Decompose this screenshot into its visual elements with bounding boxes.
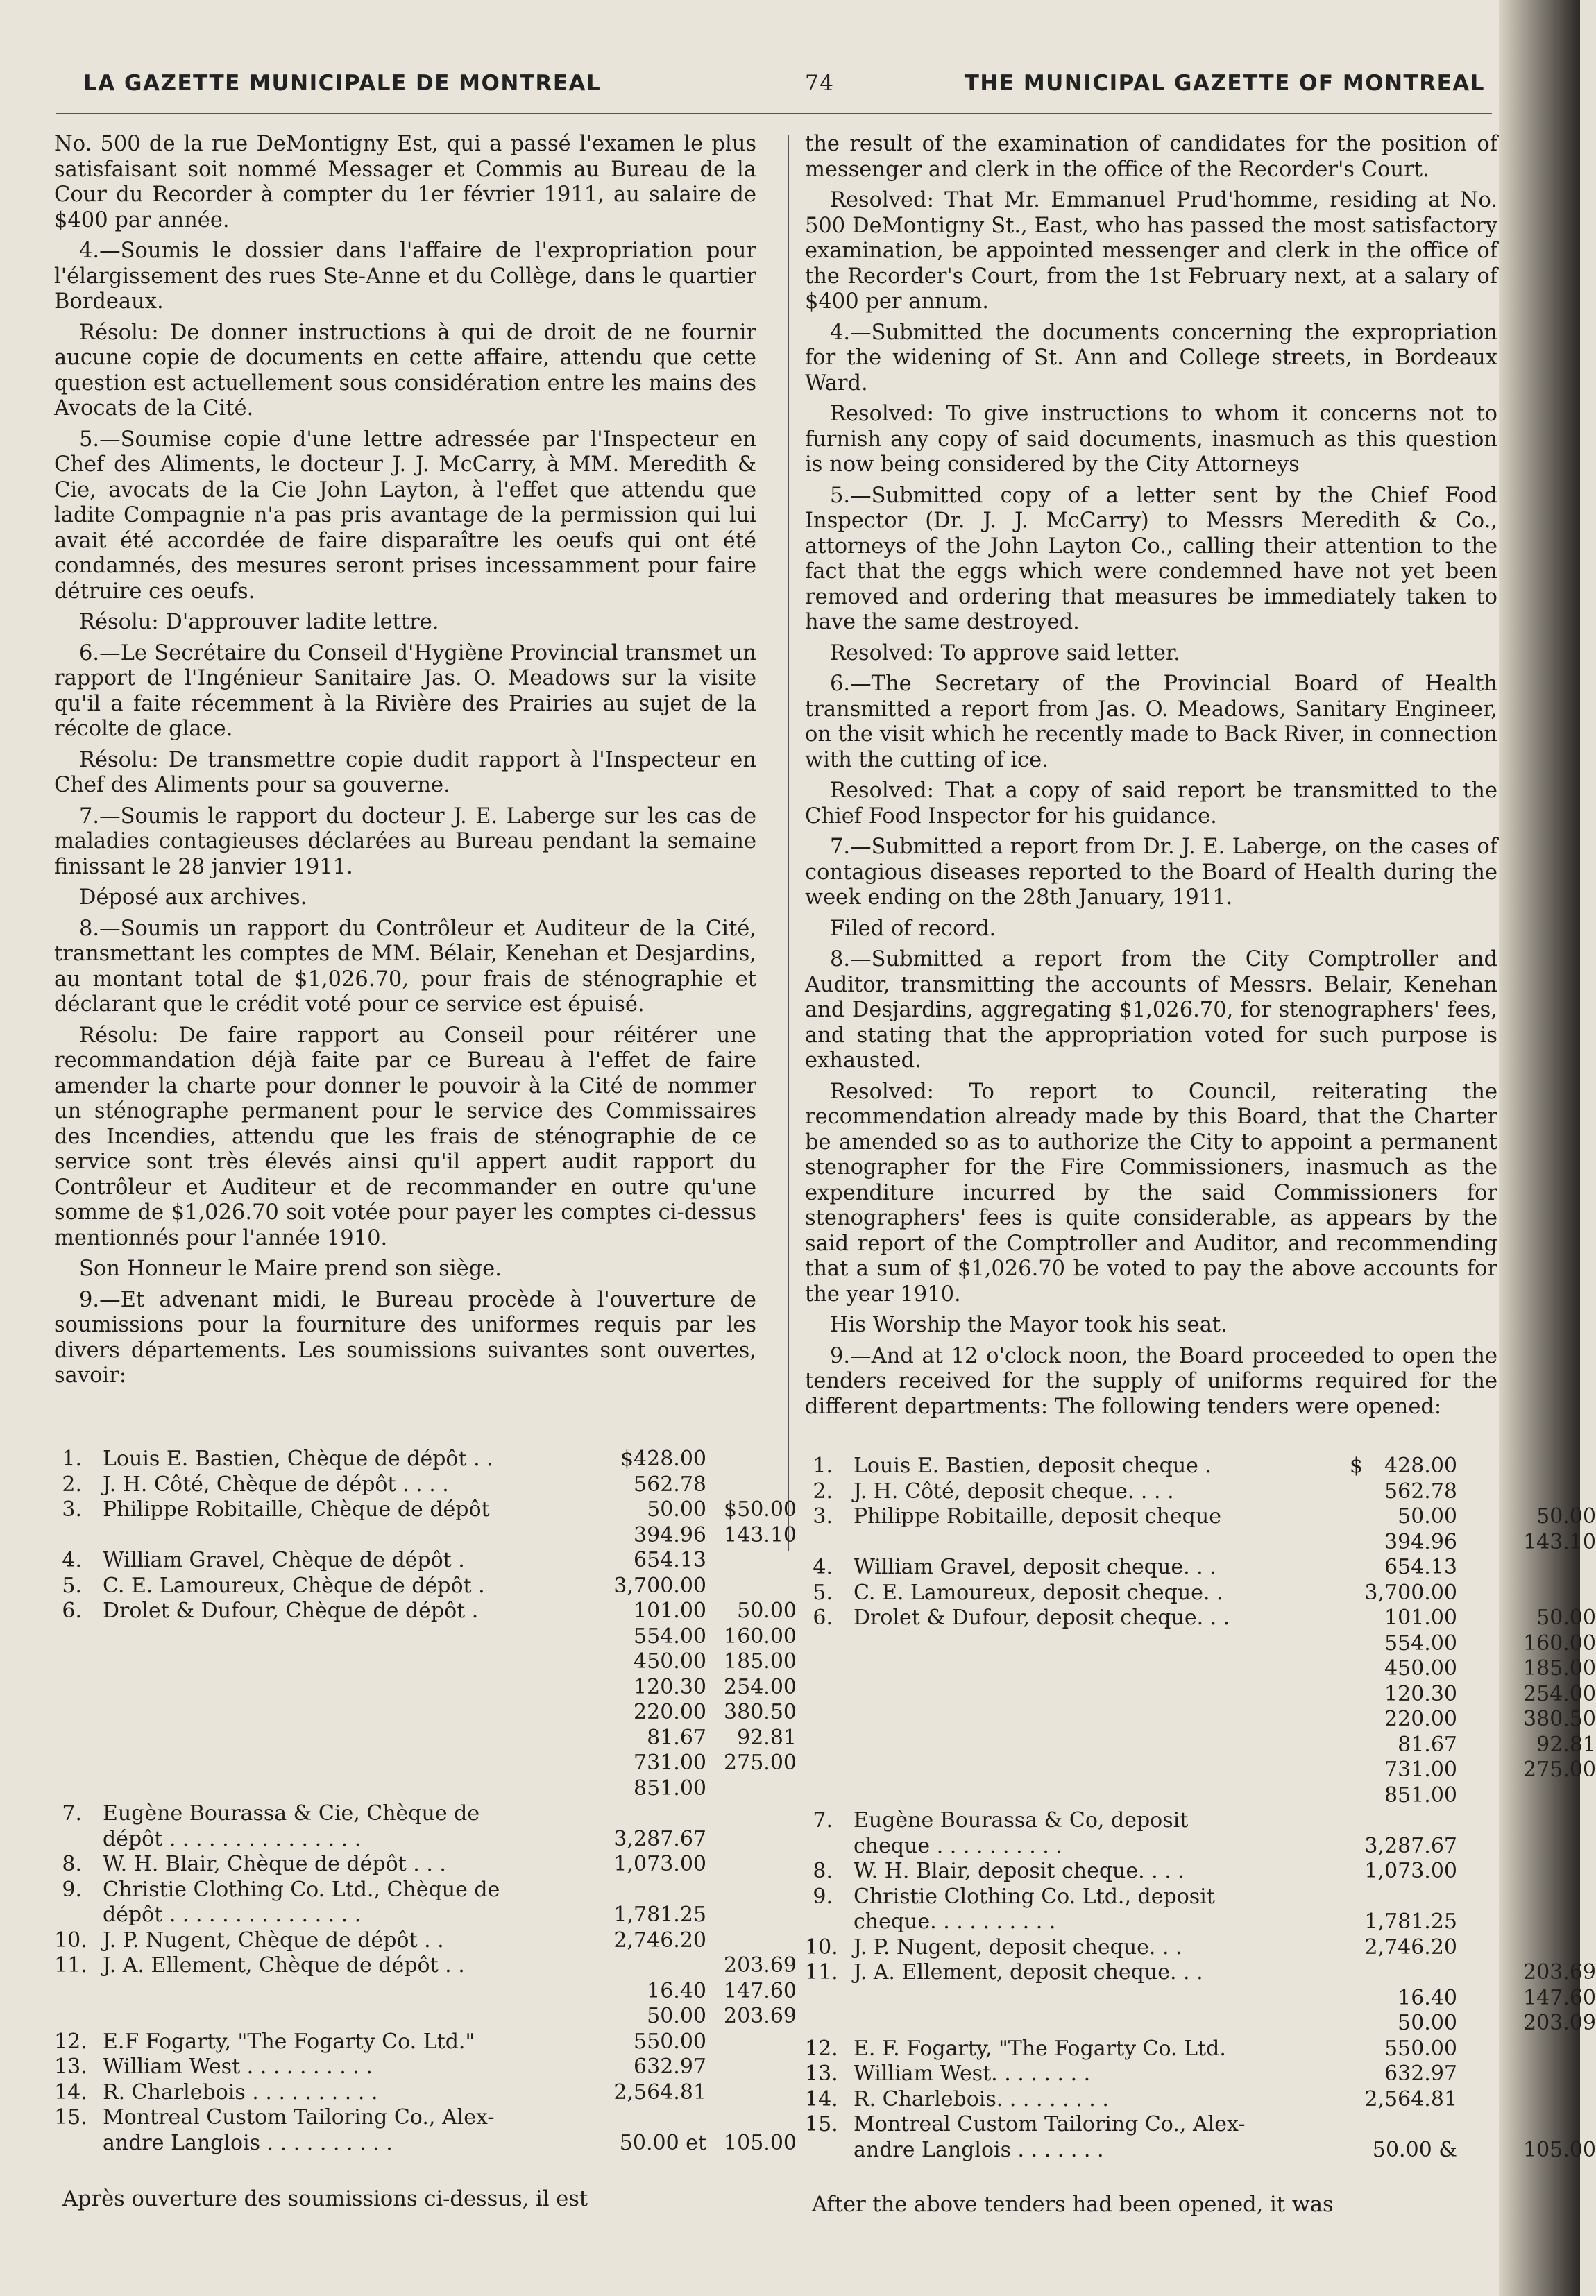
tender-amount-secondary: 254.00 xyxy=(724,1674,797,1699)
french-column xyxy=(54,132,756,1395)
tender-amount: 3,287.67 xyxy=(1364,1833,1457,1858)
tender-amount-secondary: 50.00 xyxy=(1536,1504,1596,1529)
tender-number: 3. xyxy=(62,1497,82,1522)
tender-row xyxy=(805,2087,1499,2113)
tender-amount-secondary: 160.00 xyxy=(724,1624,797,1649)
french-tenders-table xyxy=(54,1447,797,2156)
tender-row xyxy=(54,1978,797,2005)
tender-row xyxy=(54,1953,797,1979)
tender-number: 9. xyxy=(62,1877,82,1902)
tender-name: J. P. Nugent, Chèque de dépôt . . xyxy=(103,1928,444,1953)
tender-name: R. Charlebois. . . . . . . . . xyxy=(854,2086,1109,2111)
tender-amount: 50.00 xyxy=(1398,2011,1457,2035)
column-divider xyxy=(788,135,789,1551)
tender-amount: 16.40 xyxy=(1398,1985,1457,2010)
header-french-title: LA GAZETTE MUNICIPALE DE MONTREAL xyxy=(83,71,602,96)
tender-name: E. F. Fogarty, "The Fogarty Co. Ltd. xyxy=(854,2036,1226,2061)
tender-number: 13. xyxy=(805,2061,838,2086)
tender-row xyxy=(54,1776,762,1802)
tender-row xyxy=(54,1725,797,1751)
tender-amount: 851.00 xyxy=(1384,1783,1457,1808)
tender-row xyxy=(54,2030,762,2055)
tender-number: 11. xyxy=(805,1960,838,1984)
paragraph: 6.—The Secretary of the Provincial Board of Health transmitted a report from Jas. O. Meadows, Sanitary Engineer, on the visit which he recently made to Back River, in connection with the cutting of ice. xyxy=(805,672,1497,772)
tender-row xyxy=(805,1529,1596,1556)
tender-name: Louis E. Bastien, deposit cheque . xyxy=(854,1454,1212,1478)
tender-name: W. H. Blair, Chèque de dépôt . . . xyxy=(103,1852,446,1876)
tender-amount-secondary: 203.09 xyxy=(1523,2011,1596,2035)
paragraph: 6.—Le Secrétaire du Conseil d'Hygiène Provincial transmet un rapport de l'Ingénieur Sanitaire Jas. O. Meadows sur la visite qu'il a faite récemment à la Rivière des Prairies au sujet de la récolte de glace. xyxy=(54,640,756,741)
tender-amount: 50.00 xyxy=(1398,1504,1457,1529)
tender-row xyxy=(54,1522,797,1549)
tender-amount: 1,781.25 xyxy=(1364,1910,1457,1934)
tender-row xyxy=(54,1624,797,1650)
header-english-title: THE MUNICIPAL GAZETTE OF MONTREAL xyxy=(964,71,1485,96)
tender-row xyxy=(805,1479,1499,1505)
tender-name: Christie Clothing Co. Ltd., deposit xyxy=(854,1884,1215,1909)
paragraph: Résolu: De faire rapport au Conseil pour réitérer une recommandation déjà faite par ce Bureau à l'effet de faire amender la charte pour donner le pouvoir à la Cité de nommer un sténographe permanent pour le service des Commissaires des Incendies, attendu que les frais de sténographie de ce service sont très élevés ainsi qu'il appert audit rapport du Contrôleur et Auditeur et de recommander en outre qu'une somme de $1,026.70 soit votée pour payer les comptes ci-dessus mentionnés pour l'année 1910. xyxy=(54,1023,756,1250)
tender-amount: 632.97 xyxy=(634,2055,706,2079)
tender-row xyxy=(805,1681,1596,1708)
tender-amount: 50.00 et xyxy=(619,2130,706,2155)
tender-row xyxy=(805,1783,1499,1809)
tender-row xyxy=(54,1751,797,1776)
tender-row xyxy=(54,1548,762,1574)
tender-name: C. E. Lamoureux, deposit cheque. . xyxy=(854,1580,1223,1605)
tender-amount: 3,700.00 xyxy=(1364,1580,1457,1605)
tender-number: 7. xyxy=(813,1808,833,1832)
tender-amount: 2,564.81 xyxy=(1364,2086,1457,2111)
tender-number: 10. xyxy=(805,1934,838,1959)
tender-number: 14. xyxy=(805,2086,838,2111)
tender-row xyxy=(54,1801,762,1827)
header-rule xyxy=(56,113,1492,114)
tender-amount-secondary: 92.81 xyxy=(737,1725,797,1750)
page-number: 74 xyxy=(805,71,835,96)
tender-amount-secondary: 143.10 xyxy=(724,1522,797,1547)
tender-amount: 220.00 xyxy=(634,1700,706,1724)
tender-amount: 550.00 xyxy=(634,2029,706,2054)
tender-amount: 81.67 xyxy=(1398,1732,1457,1757)
tender-amount-secondary: 160.00 xyxy=(1523,1631,1596,1656)
tender-name: cheque. . . . . . . . . . xyxy=(854,1910,1056,1934)
paragraph: 5.—Soumise copie d'une lettre adressée par l'Inspecteur en Chef des Aliments, le docteur J. J. McCarry, à MM. Meredith & Cie, avocats de la Cie John Layton, à l'effet que attendu que ladite Compagnie n'a pas pris avantage de la permission qui lui avait été accordée de faire disparaître les oeufs qui ont été condamnés, des mesures seront prises incessamment pour faire détruire ces oeufs. xyxy=(54,427,756,604)
tender-amount: 554.00 xyxy=(634,1624,706,1649)
paragraph: the result of the examination of candidates for the position of messenger and clerk in the office of the Recorder's Court. xyxy=(805,132,1497,182)
tender-amount-secondary: 203.69 xyxy=(1523,1960,1596,1984)
tender-row xyxy=(54,1852,762,1878)
tender-row xyxy=(54,1827,762,1853)
tender-row xyxy=(805,1985,1596,2012)
tender-number: 3. xyxy=(813,1504,833,1529)
tender-amount: 428.00 xyxy=(1384,1454,1457,1478)
tender-row xyxy=(805,2112,1499,2138)
tender-number: 12. xyxy=(805,2036,838,2061)
tender-row xyxy=(805,1606,1596,1631)
tender-row xyxy=(805,1581,1499,1606)
tender-number: 1. xyxy=(62,1447,82,1471)
tender-name: C. E. Lamoureux, Chèque de dépôt . xyxy=(103,1573,485,1598)
tender-amount: $428.00 xyxy=(620,1447,706,1471)
paragraph: Resolved: That a copy of said report be transmitted to the Chief Food Inspector for his guidance. xyxy=(805,779,1497,828)
tender-amount-secondary: 50.00 xyxy=(737,1599,797,1623)
tender-name: Montreal Custom Tailoring Co., Alex- xyxy=(103,2105,495,2129)
tender-amount-secondary: 147.60 xyxy=(1523,1985,1596,2010)
tender-row xyxy=(54,1599,797,1624)
tender-amount-secondary: 185.00 xyxy=(1523,1656,1596,1681)
tender-name: dépôt . . . . . . . . . . . . . . . xyxy=(103,1826,362,1851)
tender-number: 15. xyxy=(805,2112,838,2136)
tender-number: 10. xyxy=(54,1928,87,1953)
tender-row xyxy=(54,1649,797,1675)
tender-row xyxy=(54,2055,762,2080)
tender-amount: 562.78 xyxy=(1384,1479,1457,1504)
tender-row xyxy=(805,2036,1499,2062)
paragraph: 9.—Et advenant midi, le Bureau procède à l'ouverture de soumissions pour la fourniture des uniformes requis par les divers départements. Les soumissions suivantes sont ouvertes, savoir: xyxy=(54,1287,756,1388)
tender-row xyxy=(805,2011,1596,2036)
tender-amount-secondary: 203.69 xyxy=(724,2004,797,2028)
tender-name: William Gravel, deposit cheque. . . xyxy=(854,1555,1216,1579)
tender-amount-secondary: 143.10 xyxy=(1523,1529,1596,1554)
tender-name: andre Langlois . . . . . . . . . . xyxy=(103,2130,393,2155)
tender-amount-secondary: 275.00 xyxy=(1523,1758,1596,1782)
tender-name: J. H. Côté, deposit cheque. . . . xyxy=(854,1479,1174,1504)
paragraph: 7.—Soumis le rapport du docteur J. E. Laberge sur les cas de maladies contagieuses déclarées au Bureau pendant la semaine finissant le 28 janvier 1911. xyxy=(54,803,756,879)
tender-number: 8. xyxy=(62,1852,82,1876)
english-tenders-table xyxy=(805,1454,1596,2163)
tender-amount: 2,746.20 xyxy=(613,1928,706,1953)
tender-amount: 50.00 xyxy=(647,1497,706,1522)
paragraph: Son Honneur le Maire prend son siège. xyxy=(79,1257,502,1281)
tender-row xyxy=(54,1878,762,1903)
tender-amount: 3,700.00 xyxy=(613,1573,706,1598)
tender-name: cheque . . . . . . . . . . xyxy=(854,1833,1062,1858)
tender-number: 2. xyxy=(62,1472,82,1497)
tender-amount: 550.00 xyxy=(1384,2036,1457,2061)
tender-amount-secondary: 380.50 xyxy=(1523,1707,1596,1731)
tender-row xyxy=(805,2061,1499,2087)
tender-name: Drolet & Dufour, Chèque de dépôt . xyxy=(103,1599,479,1623)
english-column xyxy=(805,132,1497,1425)
tender-row xyxy=(54,1447,762,1472)
tender-number: 8. xyxy=(813,1859,833,1883)
paragraph: Résolu: De transmettre copie dudit rapport à l'Inspecteur en Chef des Aliments pour sa gouverne. xyxy=(54,747,756,797)
tender-name: Philippe Robitaille, deposit cheque xyxy=(854,1504,1221,1529)
tender-name: William Gravel, Chèque de dépôt . xyxy=(103,1548,465,1572)
paragraph: 5.—Submitted copy of a letter sent by the Chief Food Inspector (Dr. J. J. McCarry) to Messrs Meredith & Co., attorneys of the John Layton Co., calling their attention to the fact that the eggs which were condemned have not yet been removed and ordering that measures be immediately taken to have the same destroyed. xyxy=(805,483,1497,634)
tender-number: 13. xyxy=(54,2055,87,2079)
tender-number: 1. xyxy=(813,1454,833,1478)
tender-amount: 731.00 xyxy=(634,1751,706,1775)
tender-amount-secondary: 380.50 xyxy=(724,1700,797,1724)
tender-name: William West. . . . . . . . xyxy=(854,2061,1091,2086)
tender-amount: 851.00 xyxy=(634,1776,706,1801)
tender-name: W. H. Blair, deposit cheque. . . . xyxy=(854,1859,1185,1883)
tender-amount-secondary: 92.81 xyxy=(1536,1732,1596,1757)
tender-amount: 394.96 xyxy=(634,1522,706,1547)
tender-row xyxy=(54,1472,762,1498)
paragraph: Résolu: De donner instructions à qui de droit de ne fournir aucune copie de documents en cette affaire, attendu que cette question est actuellement sous considération entre les mains des Avocats de la Cité. xyxy=(54,320,756,420)
tender-number: 4. xyxy=(813,1555,833,1579)
tender-name: Philippe Robitaille, Chèque de dépôt xyxy=(103,1497,490,1522)
tender-row xyxy=(805,1935,1499,1961)
tender-amount-secondary: 254.00 xyxy=(1523,1681,1596,1706)
page-header xyxy=(56,64,1492,112)
tender-name: J. P. Nugent, deposit cheque. . . xyxy=(854,1934,1182,1959)
tender-number: 5. xyxy=(813,1580,833,1605)
tender-number: 4. xyxy=(62,1548,82,1572)
tender-name: William West . . . . . . . . . . xyxy=(103,2055,373,2079)
paragraph: 4.—Soumis le dossier dans l'affaire de l'expropriation pour l'élargissement des rues Ste-Anne et du Collège, dans le quartier Bordeaux. xyxy=(54,239,756,314)
tender-number: 5. xyxy=(62,1573,82,1598)
tender-row xyxy=(54,1674,797,1701)
tender-row xyxy=(54,1903,762,1928)
tender-amount: 450.00 xyxy=(1384,1656,1457,1681)
tender-amount: 562.78 xyxy=(634,1472,706,1497)
tender-number: 7. xyxy=(62,1801,82,1826)
tender-name: dépôt . . . . . . . . . . . . . . . xyxy=(103,1903,362,1927)
tender-amount: 50.00 xyxy=(647,2004,706,2028)
tender-row xyxy=(54,2004,797,2030)
tender-amount: 120.30 xyxy=(634,1674,706,1699)
tender-row xyxy=(805,1631,1596,1657)
tender-name: R. Charlebois . . . . . . . . . . xyxy=(103,2080,378,2104)
tender-name: J. A. Ellement, Chèque de dépôt . . xyxy=(103,1953,465,1978)
tender-amount-secondary: 50.00 xyxy=(1536,1606,1596,1630)
tender-amount: 101.00 xyxy=(634,1599,706,1623)
paragraph: Resolved: That Mr. Emmanuel Prud'homme, residing at No. 500 DeMontigny St., East, who has passed the most satisfactory examination, be appointed messenger and clerk in the office of the Recorder's Court, from the 1st February next, at a salary of $400 per annum. xyxy=(805,188,1497,314)
tender-amount: 101.00 xyxy=(1384,1606,1457,1630)
tender-row xyxy=(805,1732,1596,1758)
tender-amount: 50.00 & xyxy=(1372,2137,1457,2162)
tender-row xyxy=(805,1707,1596,1733)
paragraph: Resolved: To report to Council, reiterating the recommendation already made by this Board, that the Charter be amended so as to authorize the City to appoint a permanent stenographer for the Fire Commissioners, inasmuch as the expenditure incurred by the said Commissioners for stenographers' fees is quite considerable, as appears by the said report of the Comptroller and Auditor, and recommending that a sum of $1,026.70 be voted to pay the above accounts for the year 1910. xyxy=(805,1079,1497,1307)
tender-amount: 394.96 xyxy=(1384,1529,1457,1554)
tender-row xyxy=(805,1555,1499,1581)
tender-row xyxy=(805,1834,1499,1860)
tender-row xyxy=(805,1910,1499,1935)
tender-row xyxy=(805,1758,1596,1783)
tender-amount: 3,287.67 xyxy=(613,1826,706,1851)
tender-name: J. H. Côté, Chèque de dépôt . . . . xyxy=(103,1472,449,1497)
tender-amount-secondary: 147.60 xyxy=(724,1978,797,2003)
tender-amount-secondary: $50.00 xyxy=(724,1497,797,1522)
tender-amount: 554.00 xyxy=(1384,1631,1457,1656)
page-edge-shadow xyxy=(1499,0,1580,2296)
paragraph: Filed of record. xyxy=(830,916,996,941)
tender-amount: 1,781.25 xyxy=(613,1903,706,1927)
tender-number: 12. xyxy=(54,2029,87,2054)
tender-amount-secondary: 275.00 xyxy=(724,1751,797,1775)
paragraph: 4.—Submitted the documents concerning the expropriation for the widening of St. Ann and College streets, in Bordeaux Ward. xyxy=(805,320,1497,396)
tender-row xyxy=(54,2130,797,2157)
tender-name: Eugène Bourassa & Cie, Chèque de xyxy=(103,1801,480,1826)
tender-row xyxy=(54,1574,762,1599)
tender-name: Louis E. Bastien, Chèque de dépôt . . xyxy=(103,1447,493,1471)
tender-name: Montreal Custom Tailoring Co., Alex- xyxy=(854,2112,1246,2136)
tender-amount: 16.40 xyxy=(647,1978,706,2003)
tender-name: andre Langlois . . . . . . . xyxy=(854,2137,1104,2162)
paragraph: His Worship the Mayor took his seat. xyxy=(830,1313,1228,1337)
paragraph: No. 500 de la rue DeMontigny Est, qui a passé l'examen le plus satisfaisant soit nommé Messager et Commis au Bureau de la Cour du Recorder à compter du 1er février 1911, au salaire de $400 par année. xyxy=(54,132,756,232)
tender-number: 14. xyxy=(54,2080,87,2104)
paragraph: Déposé aux archives. xyxy=(79,885,307,910)
paragraph: 9.—And at 12 o'clock noon, the Board proceeded to open the tenders received for the supply of uniforms required for the different departments: The following tenders were opened: xyxy=(805,1343,1497,1419)
tender-number: 11. xyxy=(54,1953,87,1978)
tender-row xyxy=(805,2137,1596,2163)
tender-amount-secondary: 105.00 xyxy=(724,2130,797,2155)
tender-amount: 654.13 xyxy=(1384,1555,1457,1579)
tender-row xyxy=(54,2105,762,2131)
paragraph: Résolu: D'approuver ladite lettre. xyxy=(79,610,439,634)
tender-amount: 731.00 xyxy=(1384,1758,1457,1782)
paragraph: 8.—Soumis un rapport du Contrôleur et Auditeur de la Cité, transmettant les comptes de MM. Bélair, Kenehan et Desjardins, au montant total de $1,026.70, pour frais de sténographie et déclarant que le crédit voté pour ce service est épuisé. xyxy=(54,916,756,1017)
tender-row xyxy=(54,2080,762,2106)
tender-row xyxy=(805,1656,1596,1682)
paragraph: 8.—Submitted a report from the City Comptroller and Auditor, transmitting the accounts of Messrs. Belair, Kenehan and Desjardins, aggregating $1,026.70, for stenographers' fees, and stating that the appropriation voted for such purpose is exhausted. xyxy=(805,947,1497,1073)
tender-number: 6. xyxy=(813,1606,833,1630)
tender-row xyxy=(805,1454,1499,1479)
tender-name: Christie Clothing Co. Ltd., Chèque de xyxy=(103,1877,500,1902)
tender-amount: 632.97 xyxy=(1384,2061,1457,2086)
tender-amount: 1,073.00 xyxy=(1364,1859,1457,1883)
tender-amount-secondary: 185.00 xyxy=(724,1649,797,1674)
tender-row xyxy=(805,1885,1499,1910)
paragraph: 7.—Submitted a report from Dr. J. E. Laberge, on the cases of contagious diseases reported to the Board of Health during the week ending on the 28th January, 1911. xyxy=(805,835,1497,910)
tender-number: 15. xyxy=(54,2105,87,2129)
tender-amount: 654.13 xyxy=(634,1548,706,1572)
tender-amount: 220.00 xyxy=(1384,1707,1457,1731)
tender-row xyxy=(54,1700,797,1726)
dollar-sign: $ xyxy=(1350,1454,1364,1478)
paragraph: Resolved: To give instructions to whom it concerns not to furnish any copy of said documents, inasmuch as this question is now being considered by the City Attorneys xyxy=(805,402,1497,477)
tender-name: Eugène Bourassa & Co, deposit xyxy=(854,1808,1189,1832)
paragraph: Resolved: To approve said letter. xyxy=(830,640,1180,665)
tender-amount: 120.30 xyxy=(1384,1681,1457,1706)
tender-row xyxy=(805,1504,1596,1530)
tender-amount: 450.00 xyxy=(634,1649,706,1674)
tender-amount-secondary: 203.69 xyxy=(724,1953,797,1978)
english-footer-line: After the above tenders had been opened, it was xyxy=(812,2193,1334,2217)
tender-row xyxy=(805,1808,1499,1834)
tender-name: Drolet & Dufour, deposit cheque. . . xyxy=(854,1606,1230,1630)
tender-row xyxy=(805,1960,1596,1986)
french-footer-line: Après ouverture des soumissions ci-dessus, il est xyxy=(62,2187,588,2211)
tender-amount: 81.67 xyxy=(647,1725,706,1750)
tender-number: 2. xyxy=(813,1479,833,1504)
tender-amount: 1,073.00 xyxy=(613,1852,706,1876)
tender-row xyxy=(805,1859,1499,1885)
tender-row xyxy=(54,1497,797,1523)
tender-amount: 2,746.20 xyxy=(1364,1934,1457,1959)
tender-amount: 2,564.81 xyxy=(613,2080,706,2104)
tender-amount-secondary: 105.00 xyxy=(1523,2137,1596,2162)
tender-row xyxy=(54,1928,762,1954)
tender-name: J. A. Ellement, deposit cheque. . . xyxy=(854,1960,1203,1984)
tender-name: E.F Fogarty, "The Fogarty Co. Ltd." xyxy=(103,2029,475,2054)
tender-number: 6. xyxy=(62,1599,82,1623)
tender-number: 9. xyxy=(813,1884,833,1909)
